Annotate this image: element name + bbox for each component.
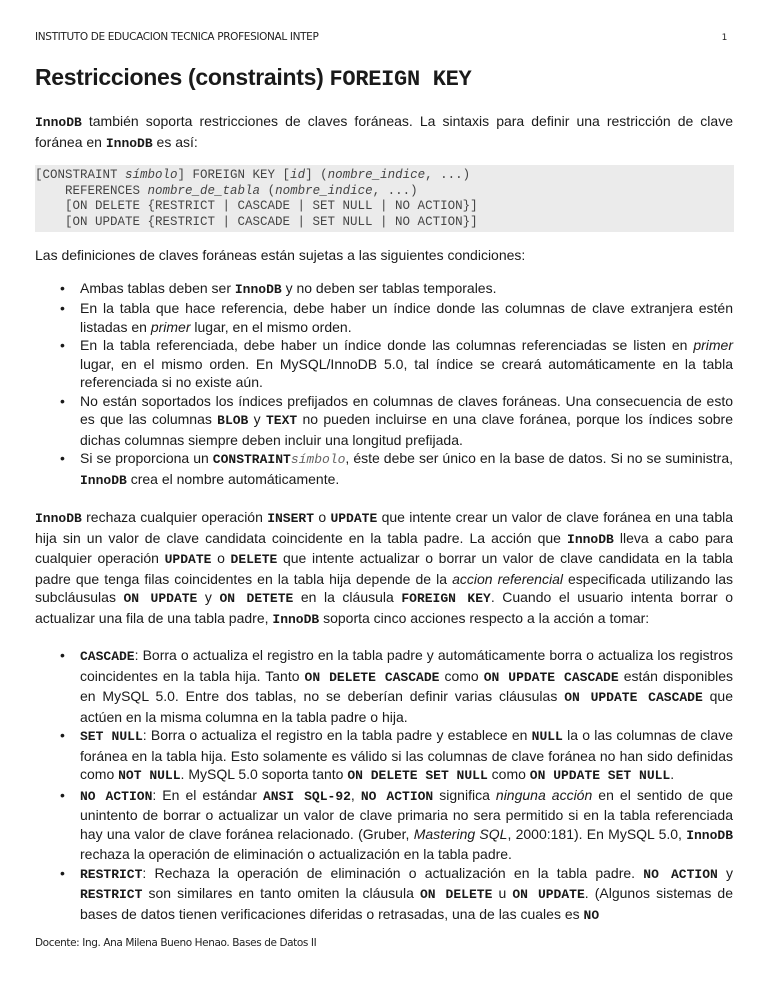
referential-actions-paragraph: InnoDB rechaza cualquier operación INSERT o UPDATE que intente crear un valor de clave foránea en una tabla hija sin un valor de clave candidata coincidente en la tabla padre. La acción que InnoDB lleva a cabo para cualquier operación UPDATE o DELETE que intente actualizar o borrar un valor de clave candidata en la tabla padre que tenga filas coincidentes en la tabla hija depende de la accion referencial especificada utilizando las subcláusulas ON UPDATE y ON DETETE en la cláusula FOREIGN KEY. Cuando el usuario intenta borrar o actualizar una fila de una tabla padre, InnoDB soporta cinco acciones respecto a la acción a tomar:	[35, 509, 733, 627]
actions-list	[35, 646, 733, 925]
bullet-icon: •	[60, 864, 65, 881]
page-footer: Docente: Ing. Ana Milena Bueno Henao. Bases de Datos II	[35, 937, 317, 949]
bullet-icon: •	[60, 337, 65, 353]
list-item-set-null: • SET NULL: Borra o actualiza el registro en la tabla padre y establece en NULL la o las columnas de clave foránea en la tabla hija. Esto solamente es válido si las columnas de clave foránea no han sido definidas como NOT NULL. MySQL 5.0 soporta tanto ON DELETE SET NULL como ON UPDATE SET NULL.	[60, 727, 733, 783]
institution-name: INSTITUTO DE EDUCACION TECNICA PROFESIONAL INTEP	[35, 31, 319, 43]
document-body	[35, 62, 733, 925]
page-header	[35, 31, 733, 43]
bullet-icon: •	[60, 300, 65, 316]
bullet-icon: •	[60, 450, 65, 466]
list-item-no-action: • NO ACTION: En el estándar ANSI SQL-92, NO ACTION significa ninguna acción en el sentido de que unintento de borrar o actualizar un valor de clave primaria no sera permitido si en la tabla referenciada hay una valor de clave foránea relacionado. (Gruber, Mastering SQL, 2000:181). En MySQL 5.0, InnoDB rechaza la operación de eliminación o actualización en la tabla padre.	[60, 786, 734, 862]
bullet-icon: •	[60, 279, 65, 296]
bullet-icon: •	[60, 727, 65, 743]
list-item-cascade: • CASCADE: Borra o actualiza el registro en la tabla padre y automáticamente borra o actualiza los registros coincidentes en la tabla hija. Tanto ON DELETE CASCADE como ON UPDATE CASCADE están disponibles en MySQL 5.0. Entre dos tablas, no se deberían definir varias cláusulas ON UPDATE CASCADE que actúen en la misma columna en la tabla padre o hija.	[60, 647, 734, 725]
conditions-intro: Las definiciones de claves foráneas están sujetas a las siguientes condiciones:	[35, 247, 526, 263]
list-item: • En la tabla referenciada, debe haber un índice donde las columnas referenciadas se listen en primer lugar, en el mismo orden. En MySQL/InnoDB 5.0, tal índice se creará automáticamente en la tabla referenciada si no existe aún.	[60, 337, 733, 390]
page-number: 1	[721, 33, 727, 43]
title-keyword: FOREIGN KEY	[329, 67, 472, 92]
list-item: • En la tabla que hace referencia, debe haber un índice donde las columnas de clave extranjera estén listadas en primer lugar, en el mismo orden.	[60, 300, 733, 335]
page-title: Restricciones (constraints) FOREIGN KEY	[35, 64, 472, 92]
intro-paragraph: InnoDB también soporta restricciones de claves foráneas. La sintaxis para definir una restricción de clave foránea en InnoDB es así:	[35, 113, 733, 151]
list-item: • No están soportados los índices prefijados en columnas de claves foráneas. Una consecuencia de esto es que las columnas BLOB y TEXT no pueden incluirse en una clave foránea, porque los índices sobre dichas columnas siempre deben incluir una longitud prefijada.	[60, 392, 733, 448]
conditions-list	[35, 279, 733, 491]
list-item: • Ambas tablas deben ser InnoDB y no deben ser tablas temporales.	[60, 279, 497, 297]
syntax-code-block: [CONSTRAINT símbolo] FOREIGN KEY [id] (nombre_indice, ...) REFERENCES nombre_de_tabla (nombre_indice, ...) [ON DELETE {RESTRICT | CASCADE | SET NULL | NO ACTION}] [ON UPDATE {RESTRICT | CASCADE | SET NULL | NO ACTION}]	[35, 165, 734, 232]
bullet-icon: •	[60, 786, 65, 803]
list-item: • Si se proporciona un CONSTRAINTsímbolo, éste debe ser único en la base de datos. Si no se suministra, InnoDB crea el nombre automáticamente.	[60, 450, 733, 488]
bullet-icon: •	[60, 647, 65, 663]
list-item-restrict: • RESTRICT: Rechaza la operación de eliminación o actualización en la tabla padre. NO ACTION y RESTRICT son similares en tanto omiten la cláusula ON DELETE u ON UPDATE. (Algunos sistemas de bases de datos tienen verificaciones diferidas o retrasadas, una de las cuales es NO	[60, 864, 734, 923]
bullet-icon: •	[60, 392, 65, 409]
